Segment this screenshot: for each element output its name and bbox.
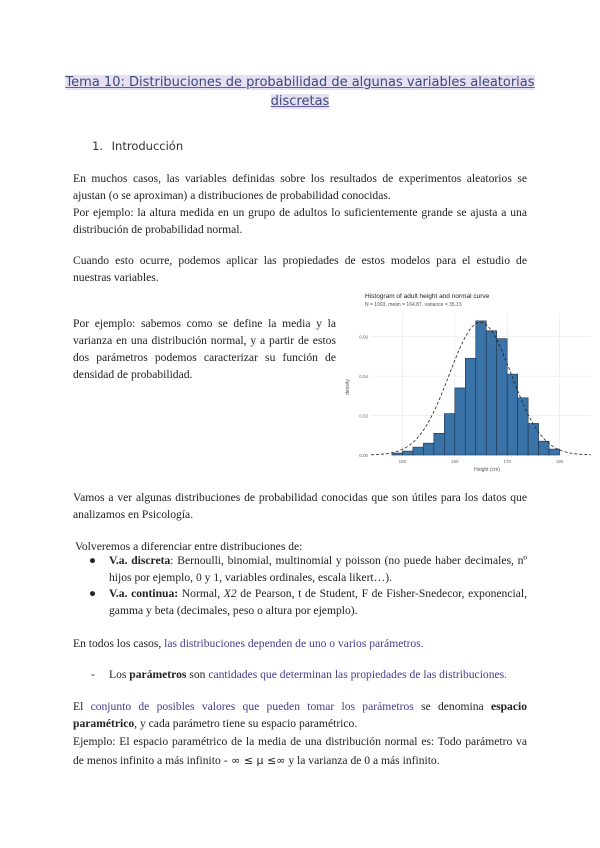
histogram-bar xyxy=(413,447,423,455)
p7-bold: espacio paramétrico xyxy=(73,700,528,730)
chi-square-symbol: X2 xyxy=(223,587,237,600)
histogram-bar xyxy=(497,339,507,455)
intro-example: Por ejemplo: la altura medida en un grupo de adultos lo suficientemente grande se ajusta a una distribución de probabilidad normal. xyxy=(73,206,527,236)
section-label: Introducción xyxy=(111,139,184,153)
histogram-bar xyxy=(476,321,486,455)
histogram-bar xyxy=(465,358,475,455)
p6-pre: En todos los casos, xyxy=(73,637,165,650)
x-tick-label: 160 xyxy=(451,459,459,464)
paragraph-example-mean xyxy=(73,732,527,770)
histogram-bar xyxy=(434,433,444,455)
formula-mean-range: - ∞ ≤ μ ≤∞ xyxy=(223,754,286,767)
x-tick-label: 170 xyxy=(503,459,511,464)
p8-post: y la varianza de 0 a más infinito. xyxy=(285,754,440,767)
histogram-bar xyxy=(423,443,433,455)
histogram-bar xyxy=(402,451,412,455)
paragraph-known-distributions: Vamos a ver algunas distribuciones de probabilidad conocidas que son útiles para los datos que analizamos en Psicología. xyxy=(73,491,527,521)
bullet-icon: ● xyxy=(89,554,97,567)
chart-subtitle: N = 1003, mean = 164.87, variance = 35.13 xyxy=(365,302,462,308)
title-line-1: Tema 10: Distribuciones de probabilidad de algunas variables aleatorias xyxy=(65,75,535,90)
paragraph-differentiate: Volveremos a diferenciar entre distribuciones de: xyxy=(75,540,303,553)
section-number: 1. xyxy=(92,139,103,153)
p7-mid: se denomina xyxy=(413,700,491,713)
paragraph-parameter-space xyxy=(73,698,527,732)
chart-xlabel: Height (cm) xyxy=(474,467,500,472)
p8-pre: Ejemplo: El espacio paramétrico de la media de una distribución normal es: Todo parámetro va de menos infinito a más infinito xyxy=(73,735,527,767)
histogram-bar xyxy=(549,449,559,455)
p7-highlight: conjunto de posibles valores que pueden tomar los parámetros xyxy=(90,700,414,713)
list-item xyxy=(73,586,527,619)
y-tick-label: 0.02 xyxy=(359,413,368,419)
title-line-2: discretas xyxy=(270,94,330,109)
paragraph-parameters xyxy=(73,635,527,652)
y-tick-label: 0.04 xyxy=(359,373,368,379)
list-item xyxy=(73,553,527,586)
x-tick-label: 150 xyxy=(398,459,407,464)
y-tick-label: 0.00 xyxy=(359,452,368,458)
paragraph-intro xyxy=(73,170,527,238)
histogram-bar xyxy=(392,453,402,455)
histogram-figure xyxy=(341,289,597,472)
dash-mid: son xyxy=(186,668,209,681)
histogram-bar xyxy=(455,388,465,455)
y-tick-label: 0.06 xyxy=(359,334,368,340)
dash-item-parameters xyxy=(91,666,507,683)
intro-text: En muchos casos, las variables definidas sobre los resultados de experimentos aleatorios se ajustan (o se aproximan) a distribuciones de probabilidad conocidas. xyxy=(73,172,527,202)
histogram-bar xyxy=(486,331,496,455)
distribution-types-list xyxy=(73,553,527,619)
histogram-bar xyxy=(539,441,549,455)
dash-bold: parámetros xyxy=(129,668,187,681)
x-tick-label: 180 xyxy=(555,459,564,464)
histogram-bar xyxy=(444,414,454,455)
p7-post: , y cada parámetro tiene su espacio paramétrico. xyxy=(134,717,358,730)
p6-highlight: las distribuciones dependen de uno o varios parámetros. xyxy=(164,637,424,650)
bullet-icon: ● xyxy=(89,587,97,600)
document-title xyxy=(60,73,540,111)
paragraph-normal-example: Por ejemplo: sabemos como se define la media y la varianza en una distribución normal, y a partir de estos dos parámetros podemos caracterizar su función de densidad de probabilidad. xyxy=(73,317,336,381)
dash-marker: - xyxy=(91,668,95,681)
chart-title: Histogram of adult height and normal curve xyxy=(365,293,490,300)
chart-ylabel: density xyxy=(345,379,351,395)
histogram-bar xyxy=(528,423,538,455)
continuous-text-pre: Normal, xyxy=(178,587,224,600)
discrete-text: : Bernoulli, binomial, multinomial y poisson (no puede haber decimales, nº hijos por ejemplo, 0 y 1, variables ordinales, escala likert…). xyxy=(109,554,527,584)
p7-pre: El xyxy=(73,700,91,713)
paragraph-models: Cuando esto ocurre, podemos aplicar las propiedades de estos modelos para el estudio de nuestras variables. xyxy=(73,254,527,284)
term-continuous: V.a. continua: xyxy=(109,587,179,600)
continuous-text-post: de Pearson, t de Student, F de Fisher-Snedecor, exponencial, gamma y beta (decimales, peso o altura por ejemplo). xyxy=(109,587,527,617)
dash-pre: Los xyxy=(109,668,130,681)
dash-highlight: cantidades que determinan las propiedades de las distribuciones. xyxy=(208,668,508,681)
histogram-bar xyxy=(518,398,528,455)
term-discrete: V.a. discreta xyxy=(109,554,171,567)
section-heading xyxy=(92,139,183,153)
